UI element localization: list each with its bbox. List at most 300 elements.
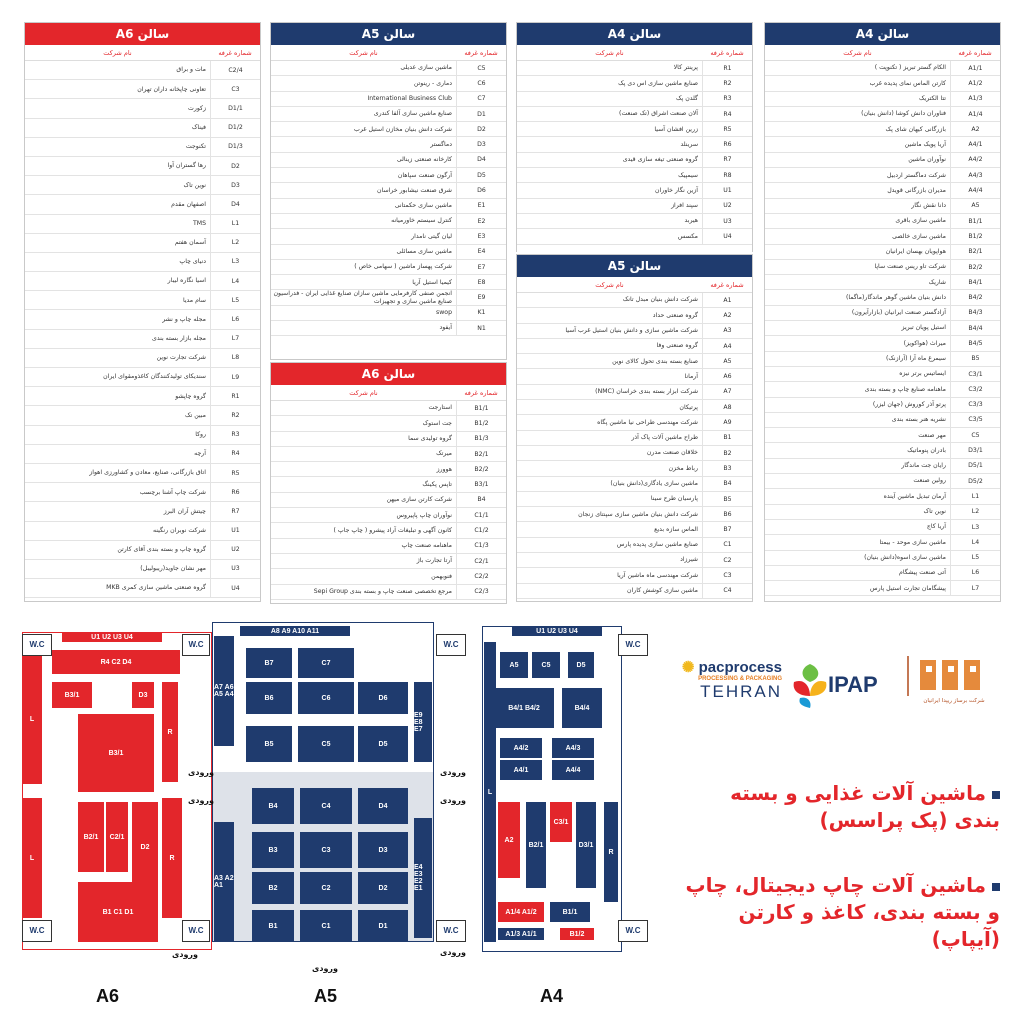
company-name: نشریه هنر بسته بندی [891, 416, 946, 424]
company-name: دماری - رینوتن [413, 79, 452, 87]
company-name: الماس سازه بدیع [654, 525, 698, 533]
booth-number: B2/2 [456, 462, 506, 476]
booth-number: D5/2 [950, 474, 1000, 488]
table-row [25, 406, 260, 425]
table-row [271, 539, 506, 554]
company-name: شرکت مهندسی طراحی نیا ماشین پگاه [597, 418, 698, 426]
hall-a6-rows [25, 61, 260, 598]
table-row [271, 585, 506, 600]
table-row [271, 416, 506, 431]
company-name: شرق صنعت نیشابور خراسان [377, 186, 452, 194]
booth: B7 [246, 648, 292, 678]
table-row [765, 505, 1000, 520]
company-name: ماشین سازی حکمتانی [394, 202, 452, 210]
table-row [517, 199, 752, 214]
hall-a5-sub-table [516, 254, 753, 602]
table-row [765, 290, 1000, 305]
table-row [271, 229, 506, 244]
booth-number: R4 [210, 445, 260, 463]
entrance-label: ورودی [440, 948, 466, 957]
hall-label-a5: A5 [314, 986, 338, 1006]
table-row [271, 401, 506, 416]
booth-number: L4 [950, 535, 1000, 549]
company-name: کارخانه صنعتی زینالی [396, 156, 452, 164]
table-row [517, 461, 752, 476]
company-name: صنایع ماشین سازی آلفا کندری [373, 110, 452, 118]
booth: D3 [132, 682, 154, 708]
booth: R [162, 682, 178, 782]
company-name: اصفهان مقدم [171, 200, 206, 208]
booth-number: D3 [210, 176, 260, 194]
company-name: مهر صنعت [918, 431, 946, 439]
table-row [517, 477, 752, 492]
booth: U1 U2 U3 U4 [62, 632, 162, 642]
booth-number: L2 [950, 505, 1000, 519]
booth-number: B4/4 [950, 321, 1000, 335]
company-name: نوآوران ماشین [908, 156, 946, 164]
booth-number: D1/2 [210, 119, 260, 137]
company-name: مهر نشان جاوید(ریبولیبل) [140, 565, 206, 573]
booth: R [162, 798, 182, 918]
booth-number: U4 [210, 579, 260, 597]
booth-number: B2/1 [456, 447, 506, 461]
table-row [517, 293, 752, 308]
company-name: آرمان تبدیل ماشین آینده [883, 492, 946, 500]
table-row [765, 107, 1000, 122]
table-row [517, 339, 752, 354]
hall-a6-title: سالن A6 [25, 23, 260, 45]
table-row [517, 369, 752, 384]
booth-number: A4 [702, 339, 752, 353]
table-row [517, 324, 752, 339]
table-row [765, 566, 1000, 581]
hall-a4-title: سالن A4 [765, 23, 1000, 45]
booth: A8 A9 A10 A11 [240, 626, 350, 636]
booth-number: R4 [702, 107, 752, 121]
company-name: مجله چاپ و نشر [162, 315, 206, 323]
table-subheader: شماره غرفه نام شرکت [765, 45, 1000, 61]
booth: A1/3 A1/1 [498, 928, 544, 940]
company-name: طراح ماشین آلات پاک آذر [631, 434, 698, 442]
table-row [517, 214, 752, 229]
company-name: گروه صنعتی ماشین سازی کمری MKB [106, 584, 206, 592]
pacprocess-mark-icon: ✺ [681, 659, 699, 676]
booth-number: A4/3 [950, 168, 1000, 182]
company-name: پرینتر کالا [673, 64, 698, 72]
table-row [271, 61, 506, 76]
booth: L [484, 642, 496, 942]
company-name: شیرزاد [680, 556, 698, 564]
company-name: دنیای چاپ [179, 258, 206, 266]
booth-number: A4/2 [950, 153, 1000, 167]
wc-a5-left-bottom: W.C [182, 920, 210, 942]
table-row [25, 157, 260, 176]
company-name: صنایع ماشین سازی پدیده پارس [616, 541, 698, 549]
booth-number: L7 [210, 330, 260, 348]
booth: D2 [358, 872, 408, 904]
hall-a6-table [24, 22, 261, 602]
table-subheader: شماره غرفه نام شرکت [271, 385, 506, 401]
table-row [25, 349, 260, 368]
booth: R [604, 802, 618, 902]
company-name: ماهنامه صنعت چاپ [401, 542, 452, 550]
booth-number: L1 [210, 215, 260, 233]
table-row [765, 428, 1000, 443]
booth: D6 [358, 682, 408, 714]
booth-number: C3/1 [950, 367, 1000, 381]
entrance-label: ورودی [172, 950, 198, 959]
table-row [271, 214, 506, 229]
company-name: کنترل سیستم خاورمیانه [391, 217, 452, 225]
booth-number: D4 [210, 195, 260, 213]
company-name: پرتو آذر کوروش (جهان لیزر) [872, 400, 946, 408]
table-row [517, 522, 752, 537]
company-name: swop [436, 309, 452, 317]
table-row [25, 234, 260, 253]
booth-number: B4/5 [950, 336, 1000, 350]
booth-number: E2 [456, 214, 506, 228]
company-name: شرکت دماگستر اردبیل [887, 171, 946, 179]
company-name: استیل پویان تبریز [901, 324, 946, 332]
hall-a4-u-rows [517, 61, 752, 245]
table-row [25, 215, 260, 234]
booth: A5 [500, 652, 528, 678]
booth-number: E4 [456, 245, 506, 259]
table-row [271, 523, 506, 538]
booth-number: B3/1 [456, 477, 506, 491]
ripco-logo: شرکت برساز ریپدا ایرانیان [906, 654, 1002, 714]
table-row [517, 400, 752, 415]
company-name: اتاق بازرگانی، صنایع، معادن و کشاورزی اهواز [89, 469, 206, 477]
booth: C3 [300, 832, 352, 868]
table-subheader: شماره غرفه نام شرکت [25, 45, 260, 61]
booth: E9 E8 E7 [414, 682, 432, 762]
table-row [517, 308, 752, 323]
booth-number: A4/1 [950, 137, 1000, 151]
company-name: کیمیا استیل آریا [412, 278, 452, 286]
booth: C5 [532, 652, 560, 678]
booth: B2/1 [526, 802, 546, 888]
table-row [765, 352, 1000, 367]
booth: C5 [298, 726, 354, 762]
table-row [517, 107, 752, 122]
table-row [765, 76, 1000, 91]
company-name: شرکت دانش بنیان مخازن استیل غرب [354, 125, 452, 133]
company-name: دماگستر [430, 140, 452, 148]
booth-number: L8 [210, 349, 260, 367]
booth-number: A6 [702, 369, 752, 383]
company-name: شرکت کارتن سازی میهن [386, 496, 452, 504]
company-name: دانش بنیان ماشین گوهر ماندگار(ماگما) [845, 293, 946, 301]
booth-number: B1/1 [950, 214, 1000, 228]
table-row [25, 483, 260, 502]
table-row [25, 253, 260, 272]
entrance-label: ورودی [188, 796, 214, 805]
booth: D1 [358, 910, 408, 942]
company-name: مبین تک [185, 411, 206, 419]
table-row [765, 459, 1000, 474]
company-name: پارسیان طرح سینا [650, 495, 698, 503]
company-name: International Business Club [367, 95, 452, 103]
booth-number: D5/1 [950, 459, 1000, 473]
booth-number: L3 [950, 520, 1000, 534]
booth: D3/1 [576, 802, 596, 888]
booth-number: R7 [702, 153, 752, 167]
company-name: شرکت مهندسی ماه ماشین آریا [617, 571, 698, 579]
company-name: نوین تاک [923, 508, 946, 516]
booth-number: L3 [210, 253, 260, 271]
table-row [765, 336, 1000, 351]
table-row [765, 183, 1000, 198]
booth-number: D3 [456, 137, 506, 151]
booth-number: R6 [702, 137, 752, 151]
table-row [271, 477, 506, 492]
table-row [271, 462, 506, 477]
booth-number: D1/1 [210, 99, 260, 117]
company-name: بازرگانی کیهان شای پک [885, 125, 946, 133]
table-row [517, 568, 752, 583]
booth: D5 [358, 726, 408, 762]
booth-number: R3 [702, 92, 752, 106]
booth-number: R1 [210, 387, 260, 405]
booth-number: B1/2 [950, 229, 1000, 243]
booth-number: U1 [210, 522, 260, 540]
company-name: TMS [192, 219, 206, 227]
booth-number: A2 [950, 122, 1000, 136]
table-row [765, 229, 1000, 244]
booth: D4 [358, 788, 408, 824]
table-row [271, 92, 506, 107]
company-name: شرکت دانش بنیان مبدل تانک [622, 296, 698, 304]
booth-number: C3/2 [950, 382, 1000, 396]
table-row [25, 291, 260, 310]
company-name: شرکت تجارت نوین [156, 354, 206, 362]
hall-a5-table [270, 22, 507, 360]
company-name: گروه چاپ و بسته بندی آقای کارتن [117, 546, 206, 554]
table-row [25, 61, 260, 80]
booth: D2 [132, 802, 158, 892]
booth: E4 E3 E2 E1 [414, 818, 432, 938]
table-row [765, 520, 1000, 535]
booth-number: L1 [950, 489, 1000, 503]
company-name: شرکت تاو ریس صنعت ساپا [874, 263, 946, 271]
company-name: گروه صنعتی تیغه سازی قیدی [622, 156, 698, 164]
booth: B4/4 [562, 688, 602, 728]
company-name: مرجع تخصصی صنعت چاپ و بسته بندی Sepi Group [313, 587, 452, 595]
company-name: میرتک [436, 450, 452, 458]
booth-number: C7 [456, 92, 506, 106]
company-name: میراث (هواکویز) [903, 339, 946, 347]
company-name: مات و براق [176, 66, 206, 74]
hall-a4-table [764, 22, 1001, 602]
table-row [271, 168, 506, 183]
company-name: جت استوک [422, 419, 452, 427]
booth-number: R1 [702, 61, 752, 75]
booth-number: C2 [702, 553, 752, 567]
booth-number: D2 [456, 122, 506, 136]
booth-number: A8 [702, 400, 752, 414]
company-name: رها گستران آوا [167, 162, 206, 170]
floor-plan [22, 622, 654, 972]
table-row [517, 354, 752, 369]
company-name: آرچه [194, 450, 206, 458]
table-row [25, 445, 260, 464]
table-row [517, 446, 752, 461]
table-row [271, 447, 506, 462]
table-row [25, 176, 260, 195]
table-row [271, 199, 506, 214]
table-row [517, 168, 752, 183]
company-name: مجله بازار بسته بندی [152, 335, 206, 342]
company-name: فیناک [191, 123, 206, 131]
booth-number: C1 [702, 538, 752, 552]
table-row [517, 183, 752, 198]
booth-number: B1/3 [456, 432, 506, 446]
company-name: شرکت نوبران رنگینه [152, 526, 206, 534]
booth-number: B7 [702, 522, 752, 536]
company-name: خلاقان صنعت مدرن [646, 449, 698, 457]
booth-number: C5 [950, 428, 1000, 442]
booth-number: B2 [702, 446, 752, 460]
booth: A4/1 [500, 760, 542, 780]
company-name: ماهنامه صنایع چاپ و بسته بندی [864, 385, 946, 393]
table-row [25, 330, 260, 349]
booth: C2/1 [106, 802, 128, 872]
table-row [271, 508, 506, 523]
booth-number: C6 [456, 76, 506, 90]
booth-number: B5 [702, 492, 752, 506]
table-row [765, 92, 1000, 107]
company-name: گروه صنعتی وفا [656, 342, 698, 350]
booth-number: R2 [210, 406, 260, 424]
table-subheader: شماره غرفه نام شرکت [517, 45, 752, 61]
booth-number: B4 [702, 477, 752, 491]
headline-ipap: ماشین آلات چاپ دیجیتال، چاپ و بسته بندی، کاغذ و کارتن (آیپاپ) [685, 873, 1000, 951]
table-row [517, 507, 752, 522]
table-row [765, 581, 1000, 596]
table-row [271, 306, 506, 321]
company-name: تتا الکتریک [918, 95, 946, 103]
table-row [271, 245, 506, 260]
table-row [517, 415, 752, 430]
company-name: بادران پنوماتیک [907, 446, 946, 454]
booth: D5 [568, 652, 594, 678]
table-row [517, 584, 752, 599]
company-name: آریا پویک ماشین [904, 140, 946, 148]
booth: A3 A2 A1 [214, 822, 234, 942]
booth: A4/4 [552, 760, 594, 780]
booth: B1/1 [550, 902, 590, 922]
company-name: آلان صنعت اشراق (تک صنعت) [619, 110, 698, 118]
booth: B4 [252, 788, 294, 824]
hall-a4-u-table [516, 22, 753, 252]
booth-number: L6 [210, 310, 260, 328]
company-name: شرکت چاپ آشنا برچسب [139, 488, 206, 496]
booth-number: A1/2 [950, 76, 1000, 90]
company-name: گلدن پک [675, 95, 698, 103]
entrance-label: ورودی [440, 796, 466, 805]
company-name: الکام گستر تبریز ( تکنوپت ) [874, 64, 946, 72]
booth-number: D1 [456, 107, 506, 121]
table-row [517, 153, 752, 168]
company-name: ماشین سازی کوشش کاران [626, 587, 698, 595]
booth-number: N1 [456, 321, 506, 335]
booth-number: B2/1 [950, 245, 1000, 259]
table-row [765, 551, 1000, 566]
table-row [271, 107, 506, 122]
booth-number: R2 [702, 76, 752, 90]
table-row [271, 137, 506, 152]
company-name: نوین تاک [183, 181, 206, 189]
booth-number: L5 [950, 551, 1000, 565]
booth-number: L7 [950, 581, 1000, 595]
table-row [517, 76, 752, 91]
booth: C3/1 [550, 802, 572, 842]
bullet-icon [992, 791, 1000, 799]
company-name: دانا نقش نگار [911, 202, 946, 210]
company-name: پرتیکان [679, 403, 698, 411]
booth-number: B6 [702, 507, 752, 521]
booth-number: A3 [702, 324, 752, 338]
table-row [517, 553, 752, 568]
company-name: روکا [195, 430, 206, 438]
table-row [25, 272, 260, 291]
company-name: چیتش آران البرز [163, 507, 206, 515]
hall-a5-sub-rows [517, 293, 752, 599]
table-row [765, 260, 1000, 275]
booth-number: B4/1 [950, 275, 1000, 289]
table-row [271, 183, 506, 198]
booth-number: B4 [456, 493, 506, 507]
booth-number: B3 [702, 461, 752, 475]
company-name: هواپویان بهسان ایرانیان [885, 247, 946, 255]
ripco-mark-icon [906, 654, 1002, 698]
table-row [765, 443, 1000, 458]
table-row [765, 153, 1000, 168]
booth-number: E8 [456, 275, 506, 289]
hall-a5-rows [271, 61, 506, 336]
hall-a6-sub-table [270, 362, 507, 604]
table-row [765, 245, 1000, 260]
company-name: شرکت ابزار بسته بندی خراسان (NMC) [595, 388, 698, 396]
company-name: نوآوران چاپ پاپیروس [396, 511, 452, 519]
booth-number: E7 [456, 260, 506, 274]
company-name: آزادگستر صنعت ایرانیان (بازارآیرون) [851, 309, 946, 317]
booth-number: D2 [210, 157, 260, 175]
company-name: سندیکای تولیدکنندگان کاغذومقوای ایران [103, 373, 206, 381]
table-row [25, 368, 260, 387]
table-row [25, 560, 260, 579]
booth: L [22, 798, 42, 918]
table-row [765, 382, 1000, 397]
hall-label-a6: A6 [96, 986, 120, 1006]
table-row [25, 502, 260, 521]
table-row [765, 137, 1000, 152]
table-row [25, 80, 260, 99]
booth-number: C3/3 [950, 398, 1000, 412]
booth-number: B1/1 [456, 401, 506, 415]
company-name: مکسس [677, 232, 698, 240]
booth: A4/3 [552, 738, 594, 758]
booth: A2 [498, 802, 520, 878]
booth-number: L2 [210, 234, 260, 252]
entrance-label: ورودی [188, 768, 214, 777]
table-row [765, 306, 1000, 321]
table-row [517, 538, 752, 553]
table-row [765, 489, 1000, 504]
booth-number: E1 [456, 199, 506, 213]
booth: C4 [300, 788, 352, 824]
